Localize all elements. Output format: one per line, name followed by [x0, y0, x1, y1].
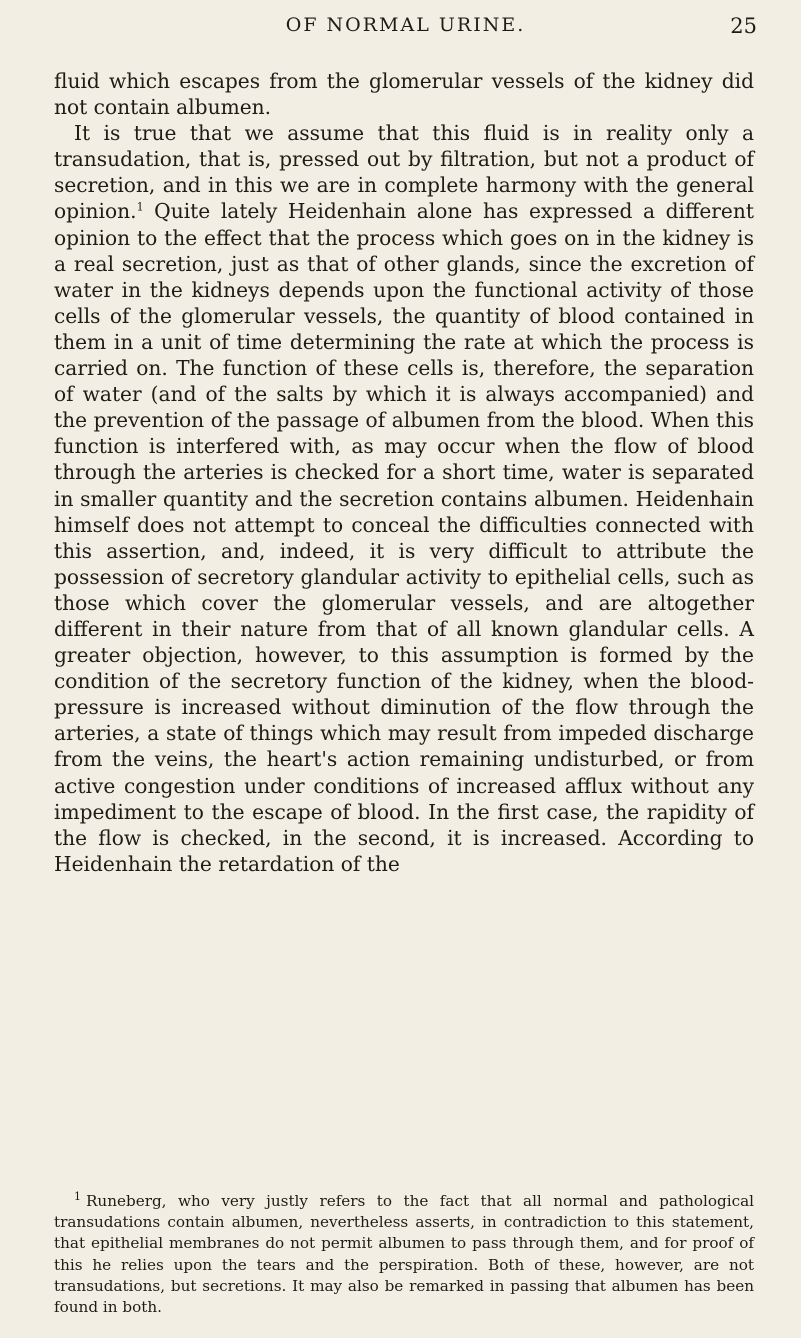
paragraph-text: Quite lately Heidenhain alone has expressed a different opinion to the effect that the process which goes on in the kidney is a real secretion, just as that of other glands, since the excretion of water in the kidneys depends upon the functional activity of those cells of the glomerular vessels, the quantity of blood contained in them in a unit of time determining the rate at which the process is carried on. The function of these cells is, therefore, the separation of water (and of the salts by which it is always accompanied) and the prevention of the passage of albumen from the blood. When this function is interfered with, as may occur when the flow of blood through the arteries is checked for a short time, water is separated in smaller quantity and the secretion contains albumen. Heidenhain himself does not attempt to conceal the difficulties connected with this assertion, and, indeed, it is very difficult to attribute the possession of secretory glandular activity to epithelial cells, such as those which cover the glomerular vessels, and are altogether different in their nature from that of all known glandular cells. A greater objection, however, to this assumption is formed by the condition of the secretory function of the kidney, when the blood-pressure is increased without diminution of the flow through the arteries, a state of things which may result from impeded discharge from the veins, the heart's action remaining undisturbed, or from active congestion under conditions of increased afflux without any impediment to the escape of blood. In the first case, the rapidity of the flow is checked, in the second, it is increased. According to Heidenhain the retardation of the: [54, 199, 754, 876]
paragraph: [54, 120, 754, 877]
footnote-paragraph: $^1$ Runeberg, who very justly refers to the fact that all normal and pathological transudations contain albumen, nevertheless asserts, in contradiction to this statement, that epithelial membranes do not permit albumen to pass through them, and for proof of this he relies upon the tears and the perspiration. Both of these, however, are not transudations, but secretions. It may also be remarked in passing that albumen has been found in both.: [54, 1189, 754, 1317]
footnote-reference: 1: [136, 200, 144, 214]
paragraph-text: It is true that we assume that this fluid is in reality only a transudation, that is, pressed out by filtration, but not a product of secretion, and in this we are in complete harmony with the general opinion.: [54, 121, 754, 224]
footnote-text: Runeberg, who very justly refers to the fact that all normal and pathological transudations contain albumen, nevertheless asserts, in contradiction to this statement, that epithelial membranes do not permit albumen to pass through them, and for proof of this he relies upon the tears and the perspiration. Both of these, however, are not transudations, but secretions. It may also be remarked in passing that albumen has been found in both.: [54, 1192, 754, 1317]
page-number: 25: [730, 14, 757, 38]
paragraph-text: fluid which escapes from the glomerular vessels of the kidney did not contain albumen.: [54, 69, 754, 120]
paragraph: [54, 68, 754, 120]
footnote: [54, 1191, 754, 1318]
body-text: [54, 68, 754, 877]
running-head: [54, 14, 757, 44]
running-title: OF NORMAL URINE.: [285, 14, 526, 36]
